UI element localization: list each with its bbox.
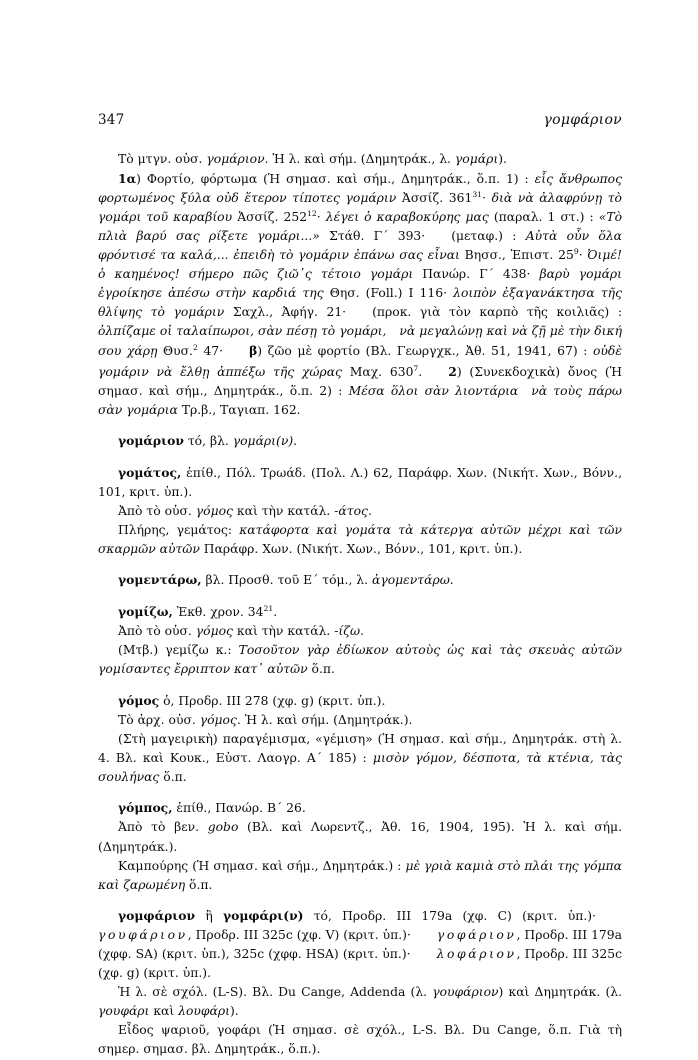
definition-gomos: (Στὴ μαγειρικὴ) παραγέμισμα, «γέμιση» (Ἡ σημασ. καὶ σήμ., Δημητράκ. στὴ λ. 4. Βλ. καὶ Κουκ., Εὐστ. Λαογρ. Α΄ 185) : μισὸν γόμον, δέσποτα, τὰ κτένια, τὰς σουλήνας ὅ.π. (98, 731, 622, 784)
etymology-gomizo: Ἀπὸ τὸ οὐσ. γόμος καὶ τὴν κατάλ. -ίζω. (118, 624, 364, 639)
etymology-gomos: Τὸ ἀρχ. οὐσ. γόμος. Ἡ λ. καὶ σήμ. (Δημητράκ.). (118, 712, 413, 727)
entry-gomos: γόμος ὁ, Προδρ. ΙΙΙ 278 (χφ. g) (κριτ. ὑπ.). (118, 692, 386, 708)
entry-gomatos: γομάτος, ἐπίθ., Πόλ. Τρωάδ. (Πολ. Λ.) 62, Παράφρ. Χων. (Νικήτ. Χων., Βόνν., 101, κριτ. ὑπ.). (98, 464, 622, 499)
running-head-word: γομφάριον (543, 112, 622, 128)
definition-gompos: Καμπούρης (Ἡ σημασ. καὶ σήμ., Δημητράκ.) : μὲ γριὰ καμιὰ στὸ πλάι της γόμπα καὶ ζαρωμένη ὅ.π. (98, 858, 622, 892)
entry-gompos: γόμπος, ἐπίθ., Πανώρ. Β΄ 26. (118, 800, 306, 816)
etymology-gompos: Ἀπὸ τὸ βεν. gobo (Βλ. καὶ Λωρεντζ., Ἀθ. 16, 1904, 195). Ἡ λ. καὶ σήμ. (Δημητράκ.). (98, 820, 622, 854)
entry-gomfarion: γομφάριον ἢ γομφάρι(ν) τό, Προδρ. ΙΙΙ 179a (χφ. C) (κριτ. ὑπ.)·γουφάριον, Προδρ. ΙΙΙ 325c (χφ. V) (κριτ. ὑπ.)· γοφάριον, Προδρ. ΙΙΙ 179a (χφφ. SA) (κριτ. ὑπ.), 325c (χφφ. HSA) (κριτ. ὑπ.)· λοφάριον, Προδρ. ΙΙΙ 325c (χφ. g) (κριτ. ὑπ.). (98, 908, 622, 981)
text-column (98, 150, 622, 1060)
definition-gomizo: (Μτβ.) γεμίζω κ.: Τοσοῦτον γὰρ ἐδίωκον αὐτοὺς ὡς καὶ τὰς σκευὰς αὐτῶν γομίσαντες ἔρριπτον κατ᾿ αὐτῶν ὅ.π. (98, 643, 623, 677)
paragraph-intro: Τὸ μτγν. οὐσ. γομάριον. Ἡ λ. καὶ σήμ. (Δημητράκ., λ. γομάρι). (118, 152, 507, 166)
etymology-gomfarion: Ἡ λ. σὲ σχόλ. (L-S). Βλ. Du Cange, Addenda (λ. γουφάριον) καὶ Δημητράκ. (λ. γουφάρι καὶ λουφάρι). (98, 985, 623, 1019)
entry-gomarion: γομάριον τό, βλ. γομάρι(ν). (118, 433, 298, 449)
definition-gomatos: Πλήρης, γεμάτος: κατάφορτα καὶ γομάτα τὰ κάτεργα αὐτῶν μέχρι καὶ τῶν σκαρμῶν αὐτῶν Παράφρ. Χων. (Νικήτ. Χων., Βόνν., 101, κριτ. ὑπ.). (98, 522, 622, 556)
definition-gomfarion: Εἶδος ψαριοῦ, γοφάρι (Ἡ σημασ. σὲ σχόλ., L-S. Βλ. Du Cange, ὅ.π. Γιὰ τὴ σημερ. σημασ. βλ. Δημητράκ., ὅ.π.). (98, 1023, 622, 1057)
page-number: 347 (98, 112, 125, 128)
entry-gomentaro: γομεντάρω, βλ. Προσθ. τοῦ Ε΄ τόμ., λ. ἀγομεντάρω. (118, 572, 454, 588)
entry-gomizo: γομίζω, Ἐκθ. χρον. $34^{21}$. (118, 603, 278, 619)
running-header (98, 112, 622, 128)
paragraph-sense-1a: 1α) Φορτίο, φόρτωμα (Ἡ σημασ. καὶ σήμ., Δημητράκ., ὅ.π. 1) : εἷς ἄνθρωπος φορτωμένος ξύλα οὐδ ἕτερον τίποτες γομάριν Ἀσσίζ. $361^{31}\cdot$ διὰ νὰ ἀλαφρύνῃ τὸ γομάρι τοῦ καραβίου Ἀσσίζ. $252^{12}\cdot \lambda έ\gamma\varepsilon\iota$ ὁ καραβοκύρης μας (παραλ. 1 στ.) : «Τὸ πλιὰ βαρύ σας ρίξετε γομάρι...» Στάθ. Γ΄ 393· (μεταφ.) : Αὐτὰ οὖν ὅλα φρόντισέ τα καλά,... ἐπειδὴ τὸ γομάριν ἐπάνω σας εἶναι Βησσ., Ἐπιστ. $25^9\cdot$ Ὀιμέ! ὁ καημένος! σήμερο πῶς ζιῶ᾿ς τέτοιο γομάρι Πανώρ. Γ΄ 438· βαρὺ γομάρι ἐγροίκησε ἀπέσω στὴν καρδιά της Θησ. (Foll.) Ι 116· λοιπὸν ἐξαγανάκτησα τῆς θλίψης τὸ γομάριν Σαχλ., Ἀφήγ. 21· (προκ. γιὰ τὸν καρπὸ τῆς κοιλιᾶς) : ὀλπίζαμε οἱ ταλαίπωροι, σὰν πέσῃ τὸ γομάρι, νὰ μεγαλώνῃ καὶ νὰ ζῇ μὲ τὴν δική σου χάρῃ Θυσ.$^2$ 47· β) ζῶο μὲ φορτίο (Βλ. Γεωργχκ., Ἀθ. 51, 1941, 67) : οὐδὲ γομάριν νὰ ἔλθῃ ἀππέξω τῆς χώρας Μαχ. $630^7$. 2) (Συνεκδοχικὰ) ὄνος (Ἡ σημασ. καὶ σήμ., Δημητράκ., ὅ.π. 2) : Μέσα ὅλοι σὰν λιοντάρια νὰ τοὺς πάρω σὰν γομάρια Τρ.β., Ταγιαπ. 162. (98, 171, 622, 417)
etymology-gomatos: Ἀπὸ τὸ οὐσ. γόμος καὶ τὴν κατάλ. -άτος. (118, 503, 372, 518)
